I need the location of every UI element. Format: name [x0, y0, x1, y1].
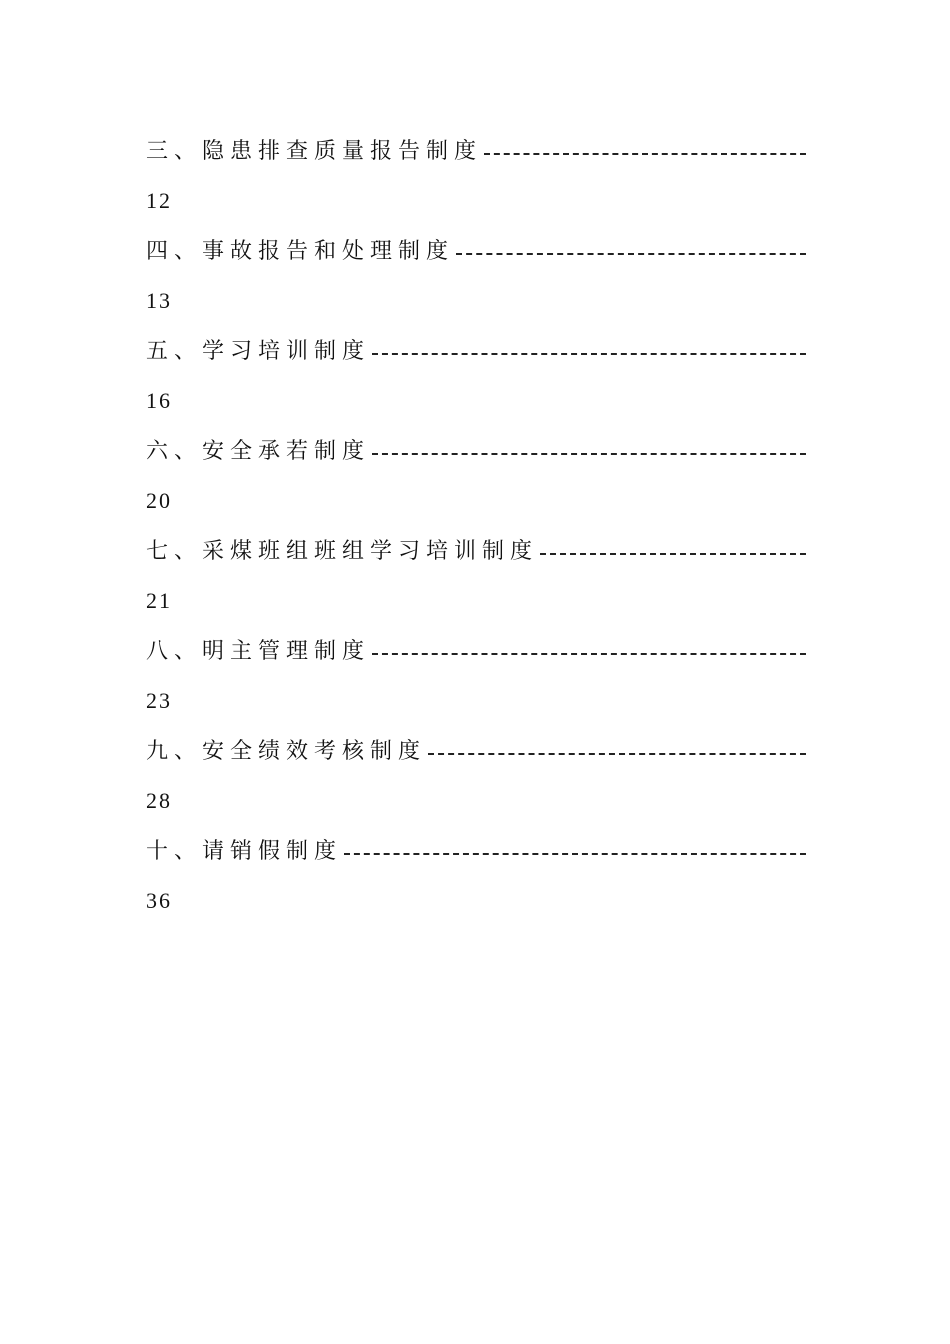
toc-page-line	[146, 272, 806, 332]
toc-title-line	[146, 532, 806, 572]
toc-entry	[146, 832, 806, 932]
table-of-contents	[146, 132, 806, 932]
toc-entry	[146, 432, 806, 532]
toc-title: 五、学习培训制度	[146, 339, 371, 364]
toc-leader-dashes	[372, 453, 806, 455]
toc-title-line	[146, 332, 806, 372]
toc-title: 七、采煤班组班组学习培训制度	[146, 539, 539, 564]
toc-page-number: 16	[146, 388, 172, 413]
toc-title-line	[146, 732, 806, 772]
toc-title: 九、安全绩效考核制度	[146, 739, 427, 764]
toc-page-number: 20	[146, 488, 172, 513]
toc-leader-dashes	[344, 853, 806, 855]
toc-page-line	[146, 672, 806, 732]
toc-entry	[146, 132, 806, 232]
toc-page-line	[146, 472, 806, 532]
toc-leader-dashes	[540, 553, 806, 555]
toc-leader-dashes	[372, 653, 806, 655]
toc-page-line	[146, 172, 806, 232]
toc-title-line	[146, 832, 806, 872]
toc-entry	[146, 232, 806, 332]
toc-title-line	[146, 632, 806, 672]
toc-entry	[146, 532, 806, 632]
toc-leader-dashes	[456, 253, 806, 255]
toc-page-line	[146, 772, 806, 832]
toc-page-number: 36	[146, 888, 172, 913]
toc-page-number: 21	[146, 588, 172, 613]
toc-leader-dashes	[372, 353, 806, 355]
toc-entry	[146, 632, 806, 732]
toc-title: 六、安全承若制度	[146, 439, 371, 464]
toc-leader-dashes	[484, 153, 806, 155]
toc-title: 八、明主管理制度	[146, 639, 371, 664]
toc-page-line	[146, 372, 806, 432]
toc-title: 四、事故报告和处理制度	[146, 239, 455, 264]
toc-page-number: 13	[146, 288, 172, 313]
toc-entry	[146, 732, 806, 832]
toc-title: 三、隐患排查质量报告制度	[146, 139, 483, 164]
toc-page-number: 23	[146, 688, 172, 713]
toc-leader-dashes	[428, 753, 806, 755]
toc-title-line	[146, 232, 806, 272]
toc-page-line	[146, 572, 806, 632]
toc-page-number: 12	[146, 188, 172, 213]
toc-page-line	[146, 872, 806, 932]
toc-title: 十、请销假制度	[146, 839, 343, 864]
toc-entry	[146, 332, 806, 432]
toc-page-number: 28	[146, 788, 172, 813]
toc-title-line	[146, 132, 806, 172]
toc-title-line	[146, 432, 806, 472]
